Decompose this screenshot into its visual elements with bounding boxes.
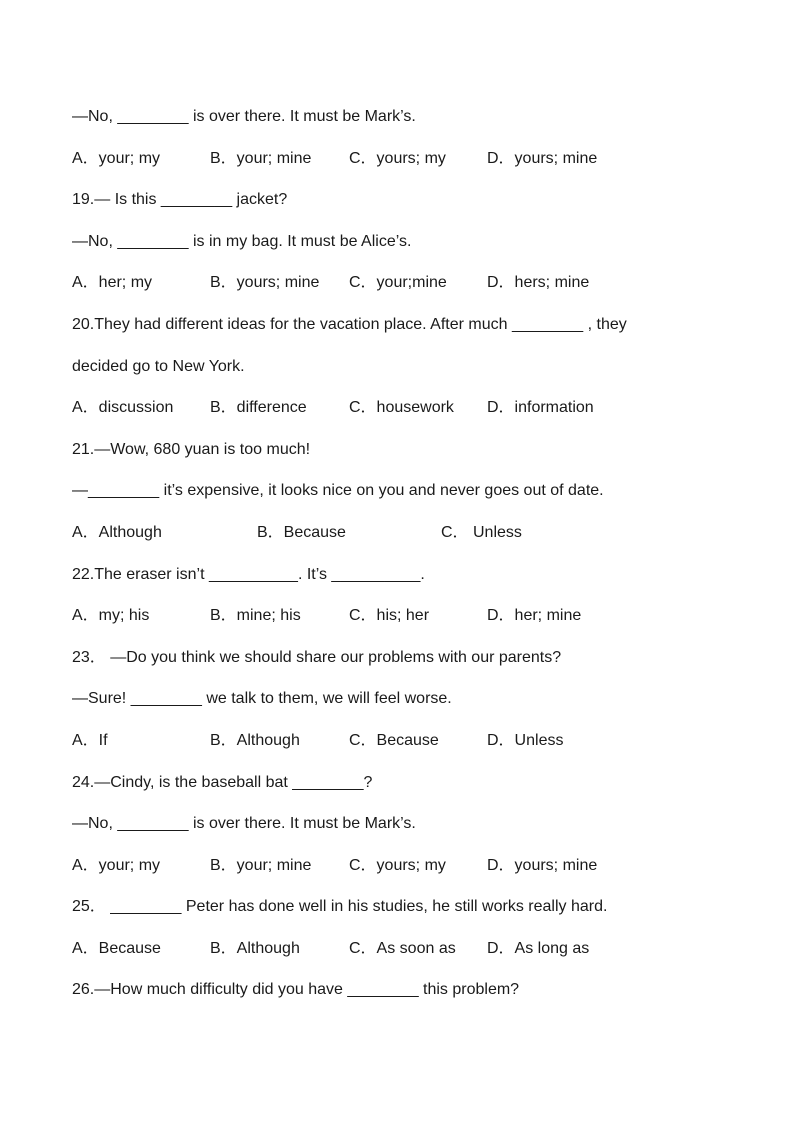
answer-options-row: [72, 269, 732, 311]
answer-option-a: A．If: [72, 731, 108, 749]
answer-option-c: C．As soon as: [349, 939, 456, 957]
question-line: 19.— Is this ________ jacket?: [72, 191, 288, 209]
question-line: —________ it’s expensive, it looks nice on you and never goes out of date.: [72, 482, 604, 500]
question-line: 23． —Do you think we should share our problems with our parents?: [72, 648, 562, 666]
answer-option-c: C．his; her: [349, 607, 430, 625]
answer-option-a: A．my; his: [72, 607, 150, 625]
answer-option-a: A．your; my: [72, 149, 161, 167]
answer-options-row: [72, 852, 732, 894]
answer-option-b: B．Because: [257, 523, 346, 541]
answer-option-a: A．Because: [72, 939, 161, 957]
answer-option-d: D．As long as: [487, 939, 590, 957]
question-line: 22.The eraser isn’t __________. It’s __________.: [72, 565, 425, 583]
answer-option-b: B．Although: [210, 939, 300, 957]
answer-options-row: [72, 519, 732, 561]
answer-options-row: [72, 935, 732, 977]
answer-options-row: [72, 394, 732, 436]
answer-option-a: A．her; my: [72, 274, 153, 292]
answer-options-row: [72, 727, 732, 769]
answer-option-b: B．Although: [210, 731, 300, 749]
question-line: —Sure! ________ we talk to them, we will feel worse.: [72, 690, 452, 708]
question-line: 21.—Wow, 680 yuan is too much!: [72, 440, 311, 458]
answer-option-a: A．your; my: [72, 856, 161, 874]
answer-options-row: [72, 602, 732, 644]
answer-option-d: D．Unless: [487, 731, 564, 749]
question-line: 26.—How much difficulty did you have ________ this problem?: [72, 981, 520, 999]
answer-options-row: [72, 145, 732, 187]
question-line: —No, ________ is over there. It must be Mark’s.: [72, 815, 416, 833]
worksheet-page: [72, 103, 732, 1018]
answer-option-c: C．yours; my: [349, 149, 446, 167]
answer-option-c: C． Unless: [441, 523, 522, 541]
answer-option-b: B．yours; mine: [210, 274, 320, 292]
question-line: —No, ________ is in my bag. It must be Alice’s.: [72, 232, 412, 250]
answer-option-d: D．yours; mine: [487, 149, 598, 167]
question-line: decided go to New York.: [72, 357, 245, 375]
answer-option-c: C．yours; my: [349, 856, 446, 874]
answer-option-a: A．discussion: [72, 399, 174, 417]
answer-option-d: D．her; mine: [487, 607, 582, 625]
answer-option-c: C．Because: [349, 731, 439, 749]
question-line: —No, ________ is over there. It must be Mark’s.: [72, 108, 416, 125]
answer-option-b: B．mine; his: [210, 607, 301, 625]
answer-option-b: B．difference: [210, 399, 307, 417]
answer-option-c: C．housework: [349, 399, 454, 417]
answer-option-c: C．your;mine: [349, 274, 447, 292]
question-line: 24.—Cindy, is the baseball bat ________?: [72, 773, 373, 791]
answer-option-b: B．your; mine: [210, 149, 312, 167]
question-line: 20.They had different ideas for the vacation place. After much ________ , they: [72, 315, 627, 333]
answer-option-d: D．information: [487, 399, 594, 417]
answer-option-b: B．your; mine: [210, 856, 312, 874]
answer-option-a: A．Although: [72, 523, 162, 541]
answer-option-d: D．yours; mine: [487, 856, 598, 874]
answer-option-d: D．hers; mine: [487, 274, 590, 292]
question-line: 25． ________ Peter has done well in his studies, he still works really hard.: [72, 898, 608, 916]
